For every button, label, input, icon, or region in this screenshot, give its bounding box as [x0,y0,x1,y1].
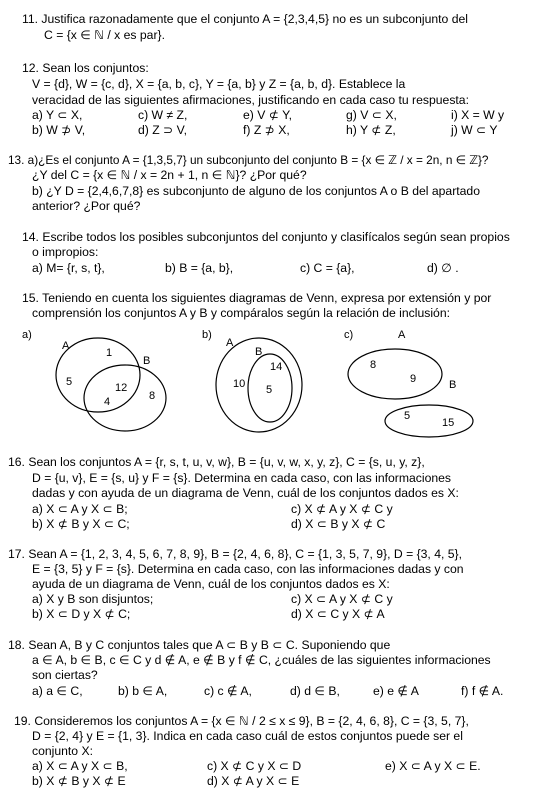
venn-a-number: 8 [149,390,156,402]
exercise-17-line-3: ayuda de un diagrama de Venn, cuál de los conjuntos dados es X: [32,577,390,591]
venn-c-number: 8 [370,359,377,371]
exercise-16-option-a: a) X ⊂ A y X ⊂ B; [32,502,128,516]
venn-a-number: 12 [115,382,128,394]
exercise-16-line-1: 16. Sean los conjuntos A = {r, s, t, u, v, w}, B = {u, v, w, x, y, z}, C = {s, u, y, z}, [8,455,425,469]
exercise-14-line-1: 14. Escribe todos los posibles subconjuntos del conjunto y clasifícalos según sean propios [22,230,510,244]
exercise-13-line-1: 13. a)¿Es el conjunto A = {1,3,5,7} un subconjunto del conjunto B = {x ∈ ℤ / x = 2n, n ∈ ℤ}? [8,153,489,167]
exercise-11-line-1: 11. Justifica razonadamente que el conjunto A = {2,3,4,5} no es un subconjunto del [22,12,468,26]
exercise-19-option-a: a) X ⊂ A y X ⊂ B, [32,759,128,773]
exercise-19-line-1: 19. Consideremos los conjuntos A = {x ∈ ℕ / 2 ≤ x ≤ 9}, B = {2, 4, 6, 8}, C = {3, 5, 7}, [14,714,469,728]
exercise-14-line-2: o impropios: [32,245,99,259]
exercise-19-line-2: D = {2, 4} y E = {1, 3}. Indica en cada caso cuál de estos conjuntos puede ser el [32,729,463,743]
exercise-19-option-c: c) X ⊄ C y X ⊂ D [207,759,302,773]
venn-diagrams [0,320,554,440]
exercise-18-line-3: son ciertas? [32,668,98,682]
venn-a-number: 1 [106,347,113,359]
exercise-17-option-d: d) X ⊂ C y X ⊄ A [291,607,385,621]
venn-c-set-a [348,349,442,399]
venn-c-number: 5 [404,410,411,422]
exercise-15-line-1: 15. Teniendo en cuenta los siguientes diagramas de Venn, expresa por extensión y por [22,291,492,305]
exercise-13-line-3: b) ¿Y D = {2,4,6,7,8} es subconjunto de alguno de los conjuntos A o B del apartado [32,184,480,198]
venn-b-number: 10 [233,378,246,390]
exercise-12-option-h: h) Y ⊄ Z, [346,123,396,137]
venn-diagram-c [344,329,473,437]
venn-b-label-b: B [255,346,263,358]
exercise-12-option-g: g) V ⊂ X, [346,108,397,122]
exercise-12-option-j: j) W ⊂ Y [451,123,498,137]
exercise-16-option-c: c) X ⊄ A y X ⊄ C y [291,502,393,516]
exercise-12-option-a: a) Y ⊂ X, [32,108,83,122]
exercise-17-line-1: 17. Sean A = {1, 2, 3, 4, 5, 6, 7, 8, 9}, B = {2, 4, 6, 8}, C = {1, 3, 5, 7, 9}, D = {3, 4, 5}, [8,547,462,561]
exercise-19-line-3: conjunto X: [32,744,93,758]
exercise-14-option-b: b) B = {a, b}, [165,261,234,275]
venn-b-label-a: A [226,337,234,349]
venn-b-number: 14 [270,361,283,373]
exercise-12-option-f: f) Z ⊅ X, [243,123,290,137]
venn-diagram-a [22,329,166,431]
exercise-12-option-d: d) Z ⊃ V, [138,123,188,137]
exercise-18-option-d: d) d ∈ B, [290,684,340,698]
venn-c-set-b [385,405,473,437]
exercise-12-line-2: V = {d}, W = {c, d}, X = {a, b, c}, Y = {a, b} y Z = {a, b, d}. Establece la [32,77,406,91]
exercise-11-line-2: C = {x ∈ ℕ / x es par}. [44,28,165,42]
exercise-12-option-i: i) X = W y [451,108,505,122]
venn-a-label-a: A [62,340,70,352]
exercise-17-option-b: b) X ⊂ D y X ⊄ C; [32,607,131,621]
exercise-14-option-d: d) ∅ . [427,261,459,275]
venn-c-label-b: B [449,379,457,391]
venn-c-number: 9 [410,373,417,385]
exercise-18-option-f: f) f ∉ A. [461,684,504,698]
exercise-13-line-4: anterior? ¿Por qué? [32,199,141,213]
exercise-17-option-c: c) X ⊂ A y X ⊄ C y [291,592,393,606]
exercise-16-line-2: D = {u, v}, E = {s, u} y F = {s}. Determina en cada caso, con las informaciones [32,471,452,485]
exercise-18-option-a: a) a ∈ C, [32,684,83,698]
exercise-12-line-1: 12. Sean los conjuntos: [22,61,149,75]
exercise-12-option-c: c) W ≠ Z, [138,108,188,122]
exercise-16-line-3: dadas y con ayuda de un diagrama de Venn, cuál de los conjuntos dados es X: [32,486,459,500]
venn-a-tag: a) [22,329,32,341]
venn-diagram-b [202,329,302,432]
exercise-18-option-e: e) e ∉ A [373,684,419,698]
exercise-18-option-b: b) b ∈ A, [118,684,168,698]
exercise-18-line-2: a ∈ A, b ∈ B, c ∈ C y d ∉ A, e ∉ B y f ∉ C, ¿cuáles de las siguientes informaciones [32,653,491,667]
venn-c-tag: c) [344,329,354,341]
exercise-19-option-d: d) X ⊄ A y X ⊂ E [207,774,300,788]
exercise-19-option-e: e) X ⊂ A y X ⊂ E. [385,759,481,773]
exercise-19-option-b: b) X ⊄ B y X ⊄ E [32,774,126,788]
exercise-16-option-b: b) X ⊄ B y X ⊂ C; [32,517,130,531]
exercise-14-option-a: a) M= {r, s, t}, [32,261,105,275]
venn-c-label-a: A [398,329,406,341]
exercise-16-option-d: d) X ⊂ B y X ⊄ C [291,517,386,531]
exercise-17-line-2: E = {3, 5} y F = {s}. Determina en cada caso, con las informaciones dadas y con [32,562,464,576]
exercise-18-option-c: c) c ∉ A, [204,684,252,698]
exercise-14-option-c: c) C = {a}, [300,261,355,275]
exercise-15-line-2: comprensión los conjuntos A y B y compáralos según la relación de inclusión: [32,306,450,320]
venn-a-number: 5 [66,376,73,388]
exercise-18-line-1: 18. Sean A, B y C conjuntos tales que A ⊂ B y B ⊂ C. Suponiendo que [8,638,391,652]
exercise-12-option-e: e) V ⊄ Y, [243,108,293,122]
exercise-12-option-b: b) W ⊅ V, [32,123,86,137]
venn-c-number: 15 [442,417,455,429]
venn-a-label-b: B [143,355,151,367]
venn-b-tag: b) [202,329,212,341]
venn-a-number: 4 [104,396,111,408]
venn-b-number: 5 [266,384,273,396]
exercise-13-line-2: ¿Y del C = {x ∈ ℕ / x = 2n + 1, n ∈ ℕ}? ¿Por qué? [32,168,307,182]
exercise-12-line-3: veracidad de las siguientes afirmaciones, justificando en cada caso tu respuesta: [32,93,469,107]
exercise-17-option-a: a) X y B son disjuntos; [32,592,154,606]
